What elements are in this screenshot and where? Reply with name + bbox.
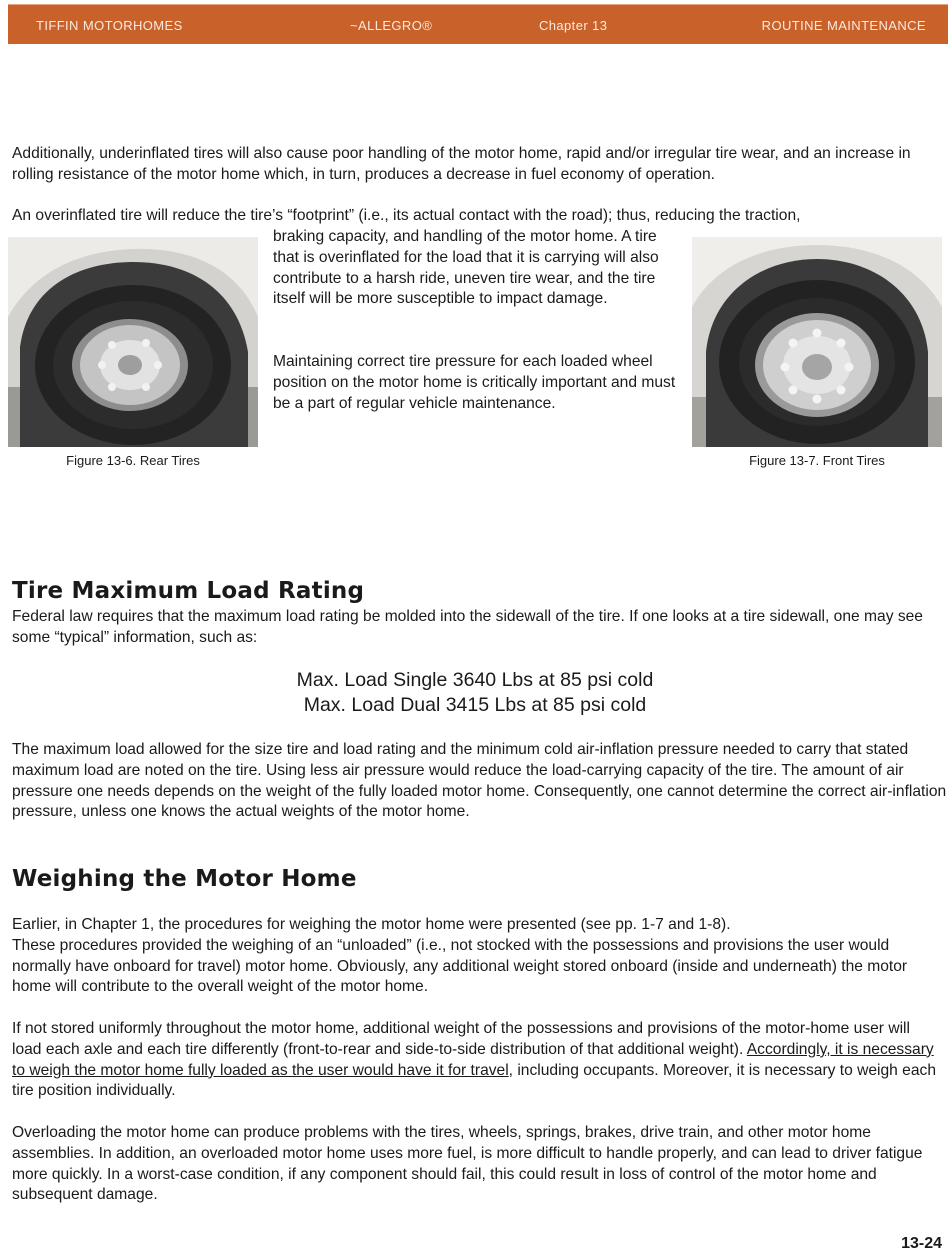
front-tire-illustration xyxy=(692,237,942,447)
load-rating-intro: Federal law requires that the maximum load rating be molded into the sidewall of the tire. If one looks at a tire sidewall, one may see some “typical” information, such as: xyxy=(12,608,923,646)
maintaining-paragraph: Maintaining correct tire pressure for each loaded wheel position on the motor home is critically important and must be a part of regular vehicle maintenance. xyxy=(273,353,676,412)
underinflated-paragraph: Additionally, underinflated tires will also cause poor handling of the motor home, rapid and/or irregular tire wear, and an increase in rolling resistance of the motor home which, in turn, produces a decrease in fuel economy of operation. xyxy=(12,145,911,183)
load-rating-heading: Tire Maximum Load Rating xyxy=(12,578,365,604)
weighing-p2-start: If not stored uniformly throughout the motor home, additional weight of the possessions and provisions of the motor-home user will load each axle and each tire differently (front-to-rear and side-to-side distribution of that additional weight). xyxy=(12,1020,910,1058)
overinflated-lead: An overinflated tire will reduce the tire’s “footprint” (i.e., its actual contact with the road); thus, reducing the traction, xyxy=(12,207,801,224)
weighing-paragraph-2 xyxy=(12,1019,937,1102)
overinflated-continued: braking capacity, and handling of the motor home. A tire that is overinflated for the load that it is carrying will also contribute to a harsh ride, uneven tire wear, and the tire itself will be more susceptible to impact damage. xyxy=(273,228,659,308)
weighing-paragraph-1 xyxy=(12,915,947,998)
header-chapter: Chapter 13 xyxy=(539,18,608,33)
header-bar xyxy=(8,4,948,44)
rear-tires-photo xyxy=(8,237,258,447)
weighing-paragraph-3: Overloading the motor home can produce problems with the tires, wheels, springs, brakes, drive train, and other motor home assemblies. In addition, an overloaded motor home uses more fuel, is more difficult to handle properly, and can lead to driver fatigue more quickly. In a worst-case condition, if any component should fail, this could result in loss of control of the motor home and subsequent damage. xyxy=(12,1124,923,1204)
load-rating-explanation: The maximum load allowed for the size tire and load rating and the minimum cold air-inflation pressure needed to carry that stated maximum load are noted on the tire. Using less air pressure would reduce the load-carrying capacity of the tire. The amount of air pressure one needs depends on the weight of the fully loaded motor home. Consequently, one cannot determine the correct air-inflation pressure, unless one knows the actual weights of the motor home. xyxy=(12,741,947,821)
weighing-heading: Weighing the Motor Home xyxy=(12,866,357,892)
rear-tires-caption: Figure 13-6. Rear Tires xyxy=(66,453,200,468)
header-brand: TIFFIN MOTORHOMES xyxy=(36,18,183,33)
page-number: 13-24 xyxy=(901,1235,942,1252)
load-single-line: Max. Load Single 3640 Lbs at 85 psi cold xyxy=(296,669,654,691)
weighing-p1-line1: Earlier, in Chapter 1, the procedures for weighing the motor home were presented (see pp. 1-7 and 1-8). xyxy=(12,916,731,933)
header-section: ROUTINE MAINTENANCE xyxy=(761,18,926,33)
weighing-p1-rest: These procedures provided the weighing of an “unloaded” (i.e., not stocked with the possessions and provisions the user would normally have onboard for travel) motor home. Obviously, any additional weight stored onboard (inside and underneath) the motor home will contribute to the overall weight of the motor home. xyxy=(12,936,908,996)
load-dual-line: Max. Load Dual 3415 Lbs at 85 psi cold xyxy=(303,694,647,716)
front-tires-caption: Figure 13-7. Front Tires xyxy=(749,453,885,468)
weighing-p2-emphasis: Accordingly, it is necessary to weigh the motor home fully loaded as the user would have it for travel xyxy=(12,1040,934,1079)
rear-tire-illustration xyxy=(8,237,258,447)
front-tires-photo xyxy=(692,237,942,447)
header-model: ~ALLEGRO® xyxy=(350,18,433,33)
weighing-p2-end: , including occupants. Moreover, it is necessary to weigh each tire position individually. xyxy=(12,1061,936,1100)
